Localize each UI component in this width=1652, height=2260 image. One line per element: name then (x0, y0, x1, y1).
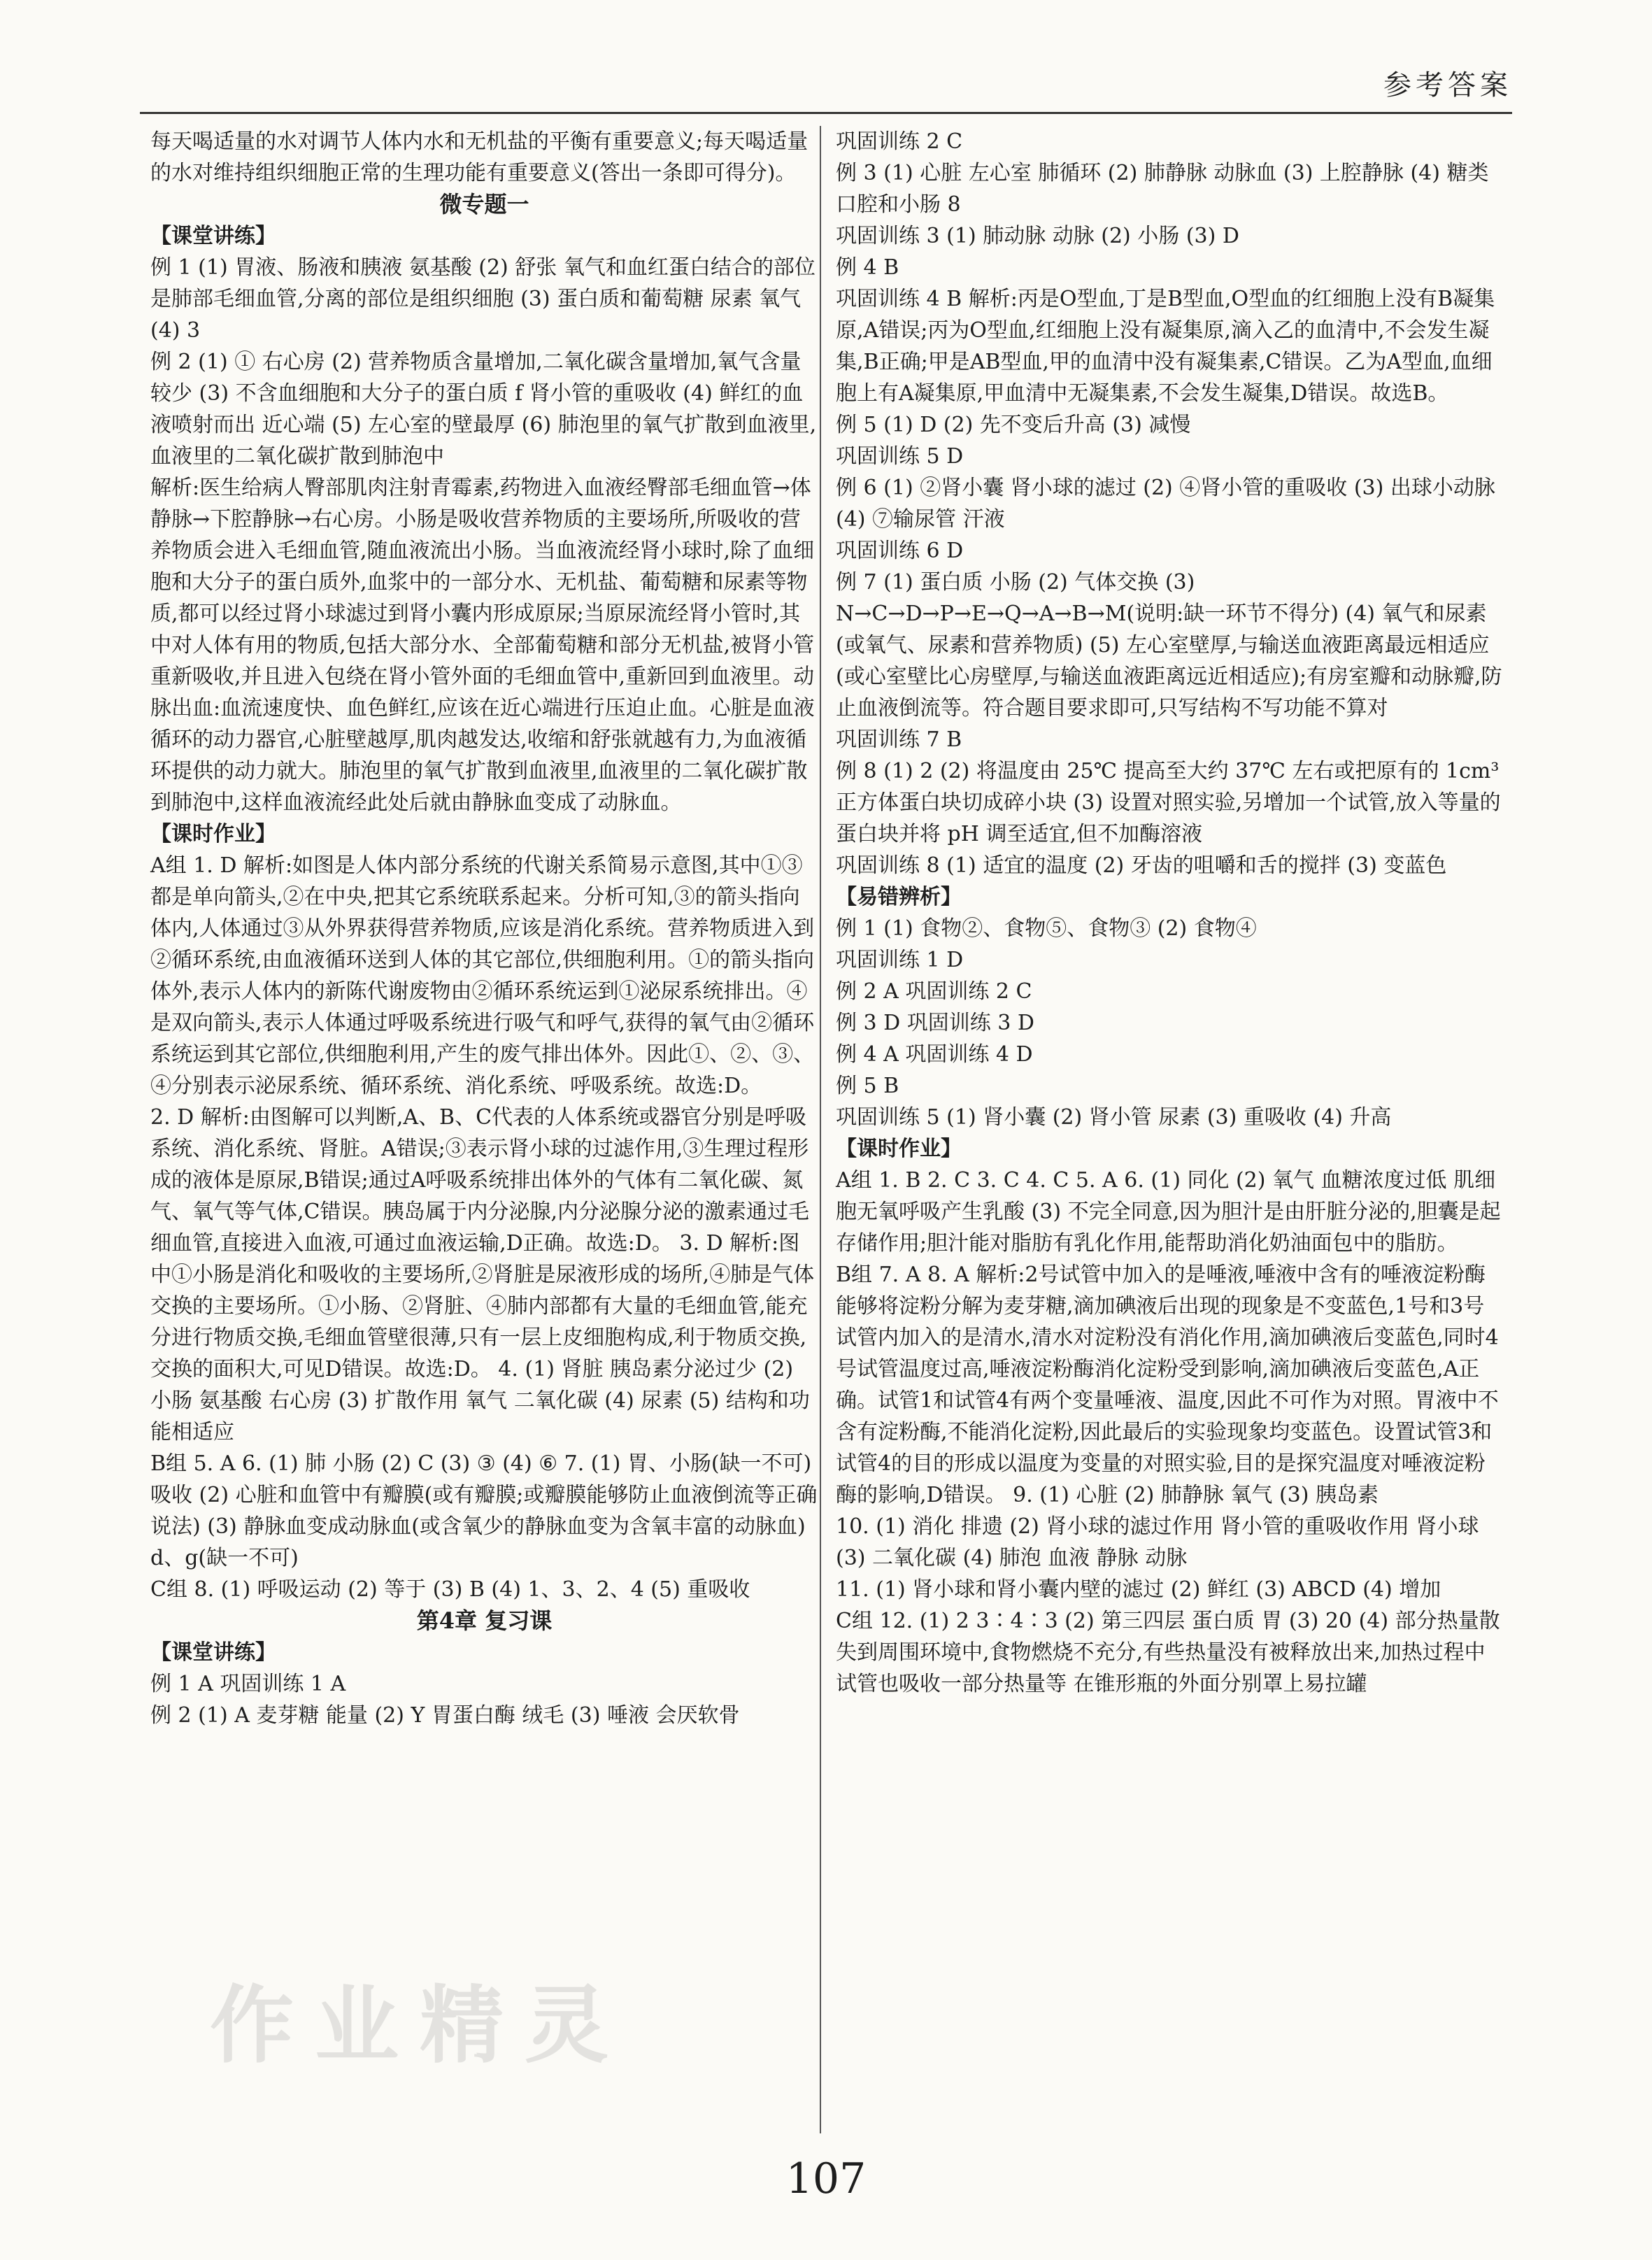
paragraph: 巩固训练 5 (1) 肾小囊 (2) 肾小管 尿素 (3) 重吸收 (4) 升高 (836, 1105, 1392, 1130)
paragraph: 巩固训练 5 D (836, 444, 964, 469)
page-number: 107 (785, 2154, 867, 2203)
section-label: 【课时作业】 (150, 822, 276, 846)
paragraph: 解析:医生给病人臀部肌肉注射青霉素,药物进入血液经臀部毛细血管→体静脉→下腔静脉→右心房。小肠是吸收营养物质的主要场所,所吸收的营养物质会进入毛细血管,随血液流出小肠。当血液流经肾小球时,除了血细胞和大分子的蛋白质外,血浆中的一部分水、无机盐、葡萄糖和尿素等物质,都可以经过肾小球滤过到肾小囊内形成原尿;当原尿流经肾小管时,其中对人体有用的物质,包括大部分水、全部葡萄糖和部分无机盐,被肾小管重新吸收,并且进入包绕在肾小管外面的毛细血管中,重新回到血液里。动脉出血:血流速度快、血色鲜红,应该在近心端进行压迫止血。心脏是血液循环的动力器官,心脏壁越厚,肌肉越发达,收缩和舒张就越有力,为血液循环提供的动力就大。肺泡里的氧气扩散到血液里,血液里的二氧化碳扩散到肺泡中,这样血液流经此处后就由静脉血变成了动脉血。 (150, 476, 815, 815)
paragraph: 例 4 A 巩固训练 4 D (836, 1042, 1033, 1067)
paragraph: 巩固训练 2 C (836, 129, 963, 154)
paragraph: 巩固训练 4 B 解析:丙是O型血,丁是B型血,O型血的红细胞上没有B凝集原,A错误;丙为O型血,红细胞上没有凝集原,滴入乙的血清中,不会发生凝集,B正确;甲是AB型血,甲的血清中没有凝集素,C错误。乙为A型血,血细胞上有A凝集原,甲血清中无凝集素,不会发生凝集,D错误。故选B。 (836, 287, 1495, 406)
paragraph: 11. (1) 肾小球和肾小囊内壁的滤过 (2) 鲜红 (3) ABCD (4) 增加 (836, 1577, 1441, 1602)
paragraph: 例 2 (1) A 麦芽糖 能量 (2) Y 胃蛋白酶 绒毛 (3) 唾液 会厌软骨 (150, 1703, 740, 1728)
column-divider (820, 126, 821, 2133)
paragraph: A组 1. B 2. C 3. C 4. C 5. A 6. (1) 同化 (2) 氧气 血糖浓度过低 肌细胞无氧呼吸产生乳酸 (3) 不完全同意,因为胆汁是由肝脏分泌的,胆囊是起存储作用;胆汁能对脂肪有乳化作用,能帮助消化奶油面包中的脂肪。 (836, 1168, 1501, 1256)
paragraph: 10. (1) 消化 排遗 (2) 肾小球的滤过作用 肾小管的重吸收作用 肾小球 (3) 二氧化碳 (4) 肺泡 血液 静脉 动脉 (836, 1514, 1479, 1570)
left-column (150, 126, 818, 1731)
watermark: 作业精灵 (210, 1977, 629, 2075)
paragraph: 巩固训练 8 (1) 适宜的温度 (2) 牙齿的咀嚼和舌的搅拌 (3) 变蓝色 (836, 853, 1447, 878)
paragraph: 每天喝适量的水对调节人体内水和无机盐的平衡有重要意义;每天喝适量的水对维持组织细胞正常的生理功能有重要意义(答出一条即可得分)。 (150, 129, 809, 185)
paragraph: 巩固训练 1 D (836, 948, 964, 972)
header-rule (140, 112, 1512, 114)
paragraph: A组 1. D 解析:如图是人体内部分系统的代谢关系简易示意图,其中①③都是单向箭头,②在中央,把其它系统联系起来。分析可知,③的箭头指向体内,人体通过③从外界获得营养物质,应该是消化系统。营养物质进入到②循环系统,由血液循环送到人体的其它部位,供细胞利用。①的箭头指向体外,表示人体内的新陈代谢废物由②循环系统运到①泌尿系统排出。④是双向箭头,表示人体通过呼吸系统进行吸气和呼气,获得的氧气由②循环系统运到其它部位,供细胞利用,产生的废气排出体外。因此①、②、③、④分别表示泌尿系统、循环系统、消化系统、呼吸系统。故选:D。 (150, 853, 815, 1098)
paragraph: 例 4 B (836, 255, 899, 280)
paragraph: B组 5. A 6. (1) 肺 小肠 (2) C (3) ③ (4) ⑥ 7. (1) 胃、小肠(缺一不可) 吸收 (2) 心脏和血管中有瓣膜(或有瓣膜;或瓣膜能够防止血液倒流等正确说法) (3) 静脉血变成动脉血(或含氧少的静脉血变为含氧丰富的动脉血) d、g(缺一不可) (150, 1451, 818, 1570)
paragraph: 例 8 (1) 2 (2) 将温度由 25℃ 提高至大约 37℃ 左右或把原有的 1cm³ 正方体蛋白块切成碎小块 (3) 设置对照实验,另增加一个试管,放入等量的蛋白块并将 pH 调至适宜,但不加酶溶液 (836, 759, 1501, 846)
right-column (836, 126, 1504, 1700)
paragraph: C组 8. (1) 呼吸运动 (2) 等于 (3) B (4) 1、3、2、4 (5) 重吸收 (150, 1577, 750, 1602)
section-title: 微专题一 (439, 191, 529, 218)
paragraph: 例 5 B (836, 1074, 899, 1098)
paragraph: 例 2 A 巩固训练 2 C (836, 979, 1032, 1004)
paragraph: 例 3 D 巩固训练 3 D (836, 1011, 1034, 1035)
paragraph: C组 12. (1) 2 3∶4∶3 (2) 第三四层 蛋白质 胃 (3) 20 (4) 部分热量散失到周围环境中,食物燃烧不充分,有些热量没有被释放出来,加热过程中试管也吸收一部分热量等 在锥形瓶的外面分别罩上易拉罐 (836, 1609, 1500, 1696)
section-label: 【易错辨析】 (836, 885, 962, 909)
paragraph: 例 2 (1) ① 右心房 (2) 营养物质含量增加,二氧化碳含量增加,氧气含量较少 (3) 不含血细胞和大分子的蛋白质 f 肾小管的重吸收 (4) 鲜红的血液喷射而出 近心端 (5) 左心室的壁最厚 (6) 肺泡里的氧气扩散到血液里,血液里的二氧化碳扩散到肺泡中 (150, 350, 817, 469)
paragraph: 例 7 (1) 蛋白质 小肠 (2) 气体交换 (3) N→C→D→P→E→Q→A→B→M(说明:缺一环节不得分) (4) 氧气和尿素(或氧气、尿素和营养物质) (5) 左心室壁厚,与输送血液距离最远相适应(或心室壁比心房壁厚,与输送血液距离远近相适应);有房室瓣和动脉瓣,防止血液倒流等。符合题目要求即可,只写结构不写功能不算对 (836, 570, 1502, 720)
paragraph: B组 7. A 8. A 解析:2号试管中加入的是唾液,唾液中含有的唾液淀粉酶能够将淀粉分解为麦芽糖,滴加碘液后出现的现象是不变蓝色,1号和3号试管内加入的是清水,清水对淀粉没有消化作用,滴加碘液后变蓝色,同时4号试管温度过高,唾液淀粉酶消化淀粉受到影响,滴加碘液后变蓝色,A正确。试管1和试管4有两个变量唾液、温度,因此不可作为对照。胃液中不含有淀粉酶,不能消化淀粉,因此最后的实验现象均变蓝色。设置试管3和试管4的目的形成以温度为变量的对照实验,目的是探究温度对唾液淀粉酶的影响,D错误。 9. (1) 心脏 (2) 肺静脉 氧气 (3) 胰岛素 (836, 1263, 1499, 1507)
paragraph: 巩固训练 3 (1) 肺动脉 动脉 (2) 小肠 (3) D (836, 224, 1239, 248)
section-title: 第4章 复习课 (416, 1607, 553, 1634)
page-header: 参考答案 (1383, 69, 1512, 101)
section-label: 【课时作业】 (836, 1137, 962, 1161)
section-label: 【课堂讲练】 (150, 1640, 276, 1665)
paragraph: 例 5 (1) D (2) 先不变后升高 (3) 减慢 (836, 413, 1191, 437)
paragraph: 例 1 A 巩固训练 1 A (150, 1672, 346, 1696)
paragraph: 2. D 解析:由图解可以判断,A、B、C代表的人体系统或器官分别是呼吸系统、消化系统、肾脏。A错误;③表示肾小球的过滤作用,③生理过程形成的液体是原尿,B错误;通过A呼吸系统排出体外的气体有二氧化碳、氮气、氧气等气体,C错误。胰岛属于内分泌腺,内分泌腺分泌的激素通过毛细血管,直接进入血液,可通过血液运输,D正确。故选:D。 3. D 解析:图中①小肠是消化和吸收的主要场所,②肾脏是尿液形成的场所,④肺是气体交换的主要场所。①小肠、②肾脏、④肺内部都有大量的毛细血管,能充分进行物质交换,毛细血管壁很薄,只有一层上皮细胞构成,利于物质交换,交换的面积大,可见D错误。故选:D。 4. (1) 肾脏 胰岛素分泌过少 (2) 小肠 氨基酸 右心房 (3) 扩散作用 氧气 二氧化碳 (4) 尿素 (5) 结构和功能相适应 (150, 1105, 815, 1444)
paragraph: 例 3 (1) 心脏 左心室 肺循环 (2) 肺静脉 动脉血 (3) 上腔静脉 (4) 糖类 口腔和小肠 8 (836, 161, 1489, 217)
section-label: 【课堂讲练】 (150, 224, 276, 248)
paragraph: 例 1 (1) 胃液、肠液和胰液 氨基酸 (2) 舒张 氧气和血红蛋白结合的部位是肺部毛细血管,分离的部位是组织细胞 (3) 蛋白质和葡萄糖 尿素 氧气 (4) 3 (150, 255, 816, 343)
paragraph: 例 1 (1) 食物②、食物⑤、食物③ (2) 食物④ (836, 916, 1257, 941)
paragraph: 巩固训练 7 B (836, 727, 962, 752)
paragraph: 例 6 (1) ②肾小囊 肾小球的滤过 (2) ④肾小管的重吸收 (3) 出球小动脉 (4) ⑦输尿管 汗液 (836, 476, 1495, 532)
paragraph: 巩固训练 6 D (836, 539, 964, 563)
